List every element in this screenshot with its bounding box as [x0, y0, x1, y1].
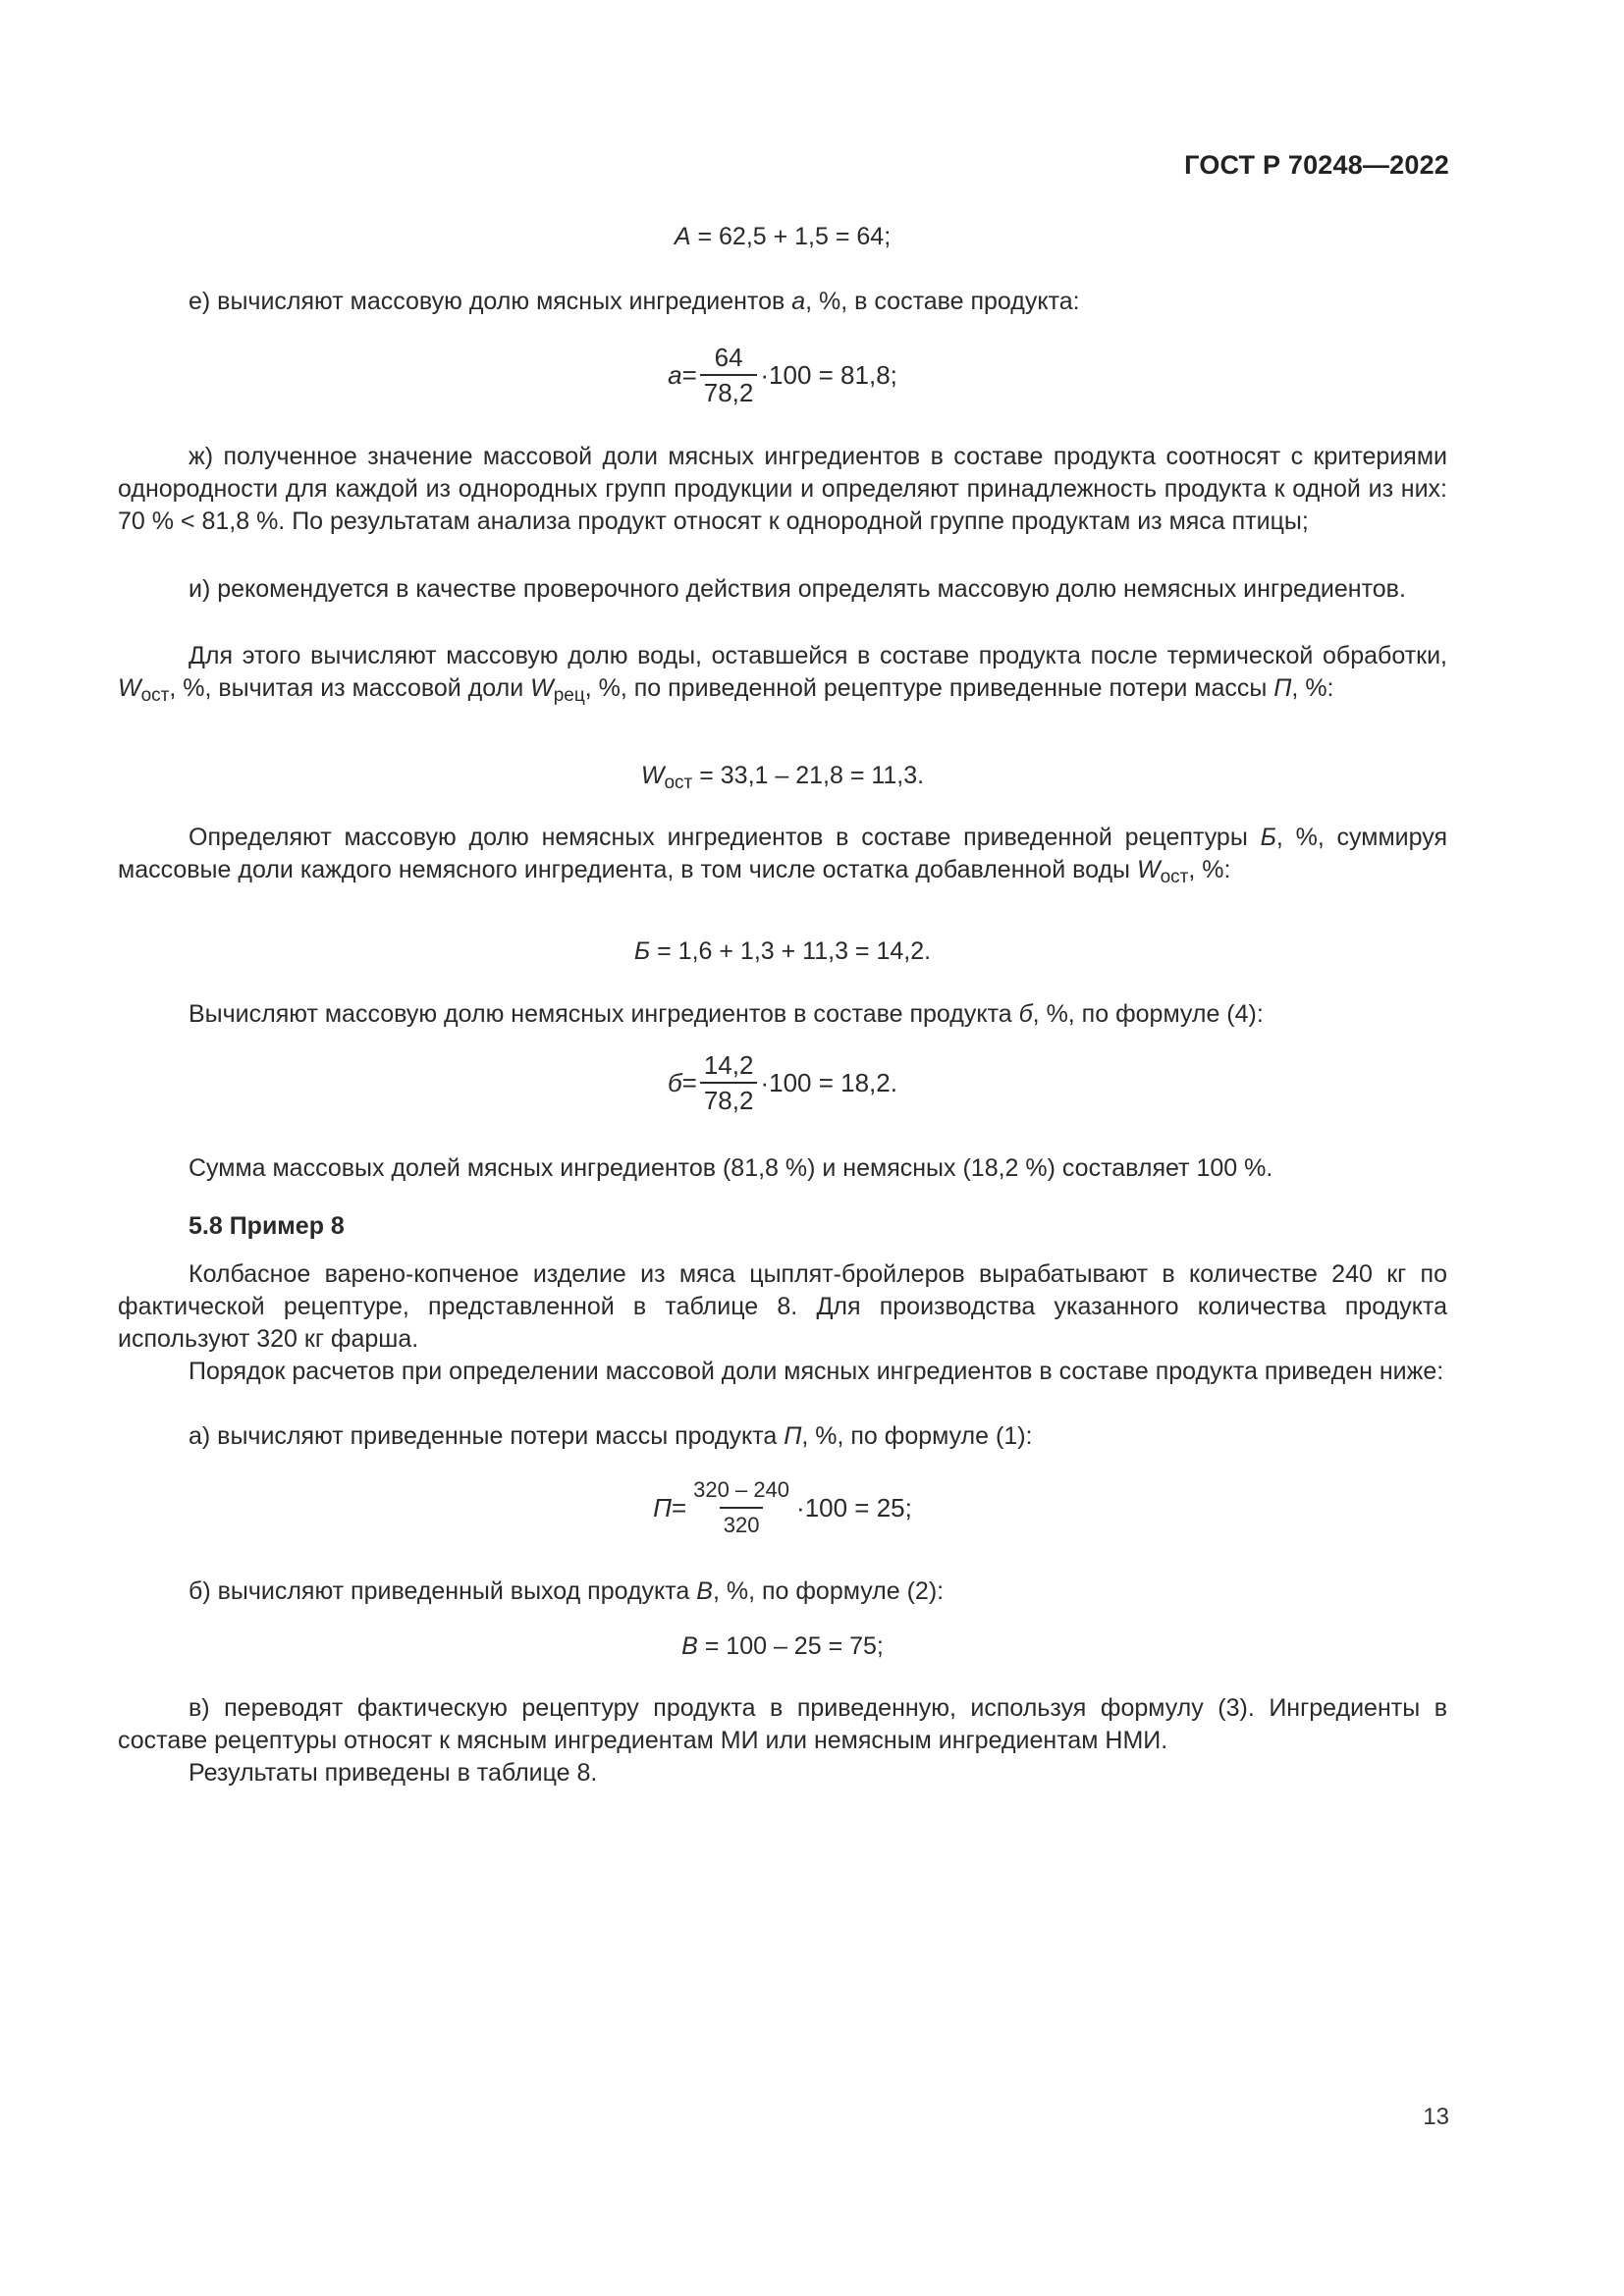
paragraph-text: ж) полученное значение массовой доли мясных ингредиентов в составе продукта соотносят с критериями однородности для каждой из однородных групп продукции и определяют принадлежность продукта к одной из них: 70 % < 81,8 %. По результатам анализа продукт относят к однородной группе продуктам из мяса птицы; — [118, 443, 1447, 535]
document-code: ГОСТ Р 70248—2022 — [1184, 150, 1449, 180]
eq-variable: W — [640, 762, 665, 789]
equation-b-fraction — [118, 1051, 1447, 1114]
paragraph-text: Для этого вычисляют массовую долю воды, оставшейся в составе продукта после термической обработки, — [189, 642, 1447, 669]
paragraph-text: б) вычисляют приведенный выход продукта — [189, 1577, 697, 1605]
paragraph-water — [118, 640, 1447, 705]
section-title: 5.8 Пример 8 — [189, 1212, 345, 1240]
paragraph-text: , %, суммируя массовые доли каждого немясного ингредиента, в том числе остатка добавленной воды — [118, 824, 1447, 883]
eq-expression: = 1,6 + 1,3 + 11,3 = 14,2. — [650, 937, 932, 965]
paragraph-a — [118, 1420, 1447, 1453]
paragraph-text: Результаты приведены в таблице 8. — [189, 1759, 598, 1787]
paragraph-text: , %, по приведенной рецептуре приведенные потери массы — [584, 674, 1274, 702]
equation-a-fraction — [118, 344, 1447, 406]
inline-variable: В — [696, 1577, 713, 1605]
paragraph-zh — [118, 441, 1447, 538]
inline-variable: W — [118, 674, 141, 702]
paragraph-text: , %: — [1188, 856, 1231, 883]
equation-b-sum — [118, 935, 1447, 968]
paragraph-text: и) рекомендуется в качестве проверочного действия определять массовую долю немясных ингредиентов. — [189, 575, 1406, 603]
paragraph-text: , %, в составе продукта: — [805, 288, 1080, 315]
paragraph-text: а) вычисляют приведенные потери массы продукта — [189, 1422, 785, 1450]
section-heading — [118, 1210, 1447, 1243]
inline-variable: б — [1018, 1000, 1033, 1028]
paragraph-text: , %: — [1291, 674, 1334, 702]
subscript: ост — [1160, 867, 1189, 887]
paragraph-text: , %, вычитая из массовой доли — [169, 674, 531, 702]
fraction-denominator: 320 — [720, 1507, 764, 1539]
paragraph-text: е) вычисляют массовую долю мясных ингредиентов — [189, 288, 792, 315]
paragraph-i — [118, 573, 1447, 606]
paragraph-text: Колбасное варено-копченое изделие из мяса цыплят-бройлеров вырабатывают в количестве 240 кг по фактической рецептуре, представленной в таблице 8. Для производства указанного количества продукта используют 320 кг фарша. — [118, 1260, 1447, 1353]
subscript: ост — [664, 773, 693, 793]
paragraph-text: в) переводят фактическую рецептуру продукта в приведенную, используя формулу (3). Ингредиенты в составе рецептуры относят к мясным ингредиентам МИ или немясным ингредиентам НМИ. — [118, 1694, 1447, 1754]
paragraph-results — [118, 1757, 1447, 1789]
paragraph-calc — [118, 998, 1447, 1031]
eq-variable: В — [681, 1632, 698, 1660]
paragraph-text: Сумма массовых долей мясных ингредиентов (81,8 %) и немясных (18,2 %) составляет 100 %. — [189, 1154, 1273, 1182]
fraction — [700, 344, 758, 406]
inline-variable: a — [791, 288, 806, 315]
paragraph-text: Порядок расчетов при определении массовой доли мясных ингредиентов в составе продукта приведен ниже: — [189, 1358, 1444, 1385]
eq-variable: a — [668, 359, 682, 390]
inline-variable: Б — [1260, 824, 1276, 851]
subscript: рец — [553, 685, 585, 706]
eq-expression: = 62,5 + 1,5 = 64; — [690, 223, 892, 250]
equation-w-ost — [118, 760, 1447, 792]
fraction-numerator: 320 – 240 — [693, 1477, 790, 1502]
paragraph-product — [118, 1258, 1447, 1356]
equation-p-fraction — [118, 1476, 1447, 1539]
paragraph-text: Вычисляют массовую долю немясных ингредиентов в составе продукта — [189, 1000, 1019, 1028]
paragraph-sum — [118, 1152, 1447, 1185]
eq-variable: A — [674, 223, 691, 250]
fraction-numerator: 64 — [714, 343, 743, 372]
eq-expression: ·100 = 18,2. — [760, 1067, 897, 1097]
paragraph-definition — [118, 822, 1447, 886]
fraction-denominator: 78,2 — [700, 1082, 758, 1114]
eq-sign: = — [671, 1492, 687, 1522]
eq-sign: = — [681, 359, 697, 390]
eq-variable: б — [668, 1067, 682, 1097]
paragraph-order — [118, 1356, 1447, 1388]
inline-variable: W — [1136, 856, 1161, 883]
eq-sign: = — [681, 1067, 697, 1097]
inline-variable: П — [1273, 674, 1292, 702]
paragraph-e — [118, 286, 1447, 318]
eq-variable: П — [653, 1492, 672, 1522]
equation-a-total — [118, 221, 1447, 253]
paragraph-text: , %, по формуле (1): — [801, 1422, 1033, 1450]
equation-yield — [118, 1630, 1447, 1663]
fraction — [700, 1051, 758, 1114]
paragraph-text: , %, по формуле (4): — [1032, 1000, 1264, 1028]
eq-expression: ·100 = 25; — [796, 1492, 912, 1522]
fraction — [689, 1476, 793, 1539]
paragraph-text: , %, по формуле (2): — [712, 1577, 945, 1605]
inline-variable: П — [784, 1422, 802, 1450]
fraction-numerator: 14,2 — [703, 1050, 754, 1080]
eq-expression: ·100 = 81,8; — [760, 359, 897, 390]
paragraph-b — [118, 1575, 1447, 1608]
subscript: ост — [140, 685, 170, 706]
page-number: 13 — [1423, 2104, 1449, 2130]
inline-variable: W — [530, 674, 554, 702]
paragraph-v — [118, 1692, 1447, 1757]
fraction-denominator: 78,2 — [700, 374, 758, 406]
eq-expression: = 33,1 – 21,8 = 11,3. — [692, 762, 925, 789]
paragraph-text: Определяют массовую долю немясных ингредиентов в составе приведенной рецептуры — [189, 824, 1261, 851]
eq-variable: Б — [633, 937, 651, 965]
eq-expression: = 100 – 25 = 75; — [697, 1632, 884, 1660]
